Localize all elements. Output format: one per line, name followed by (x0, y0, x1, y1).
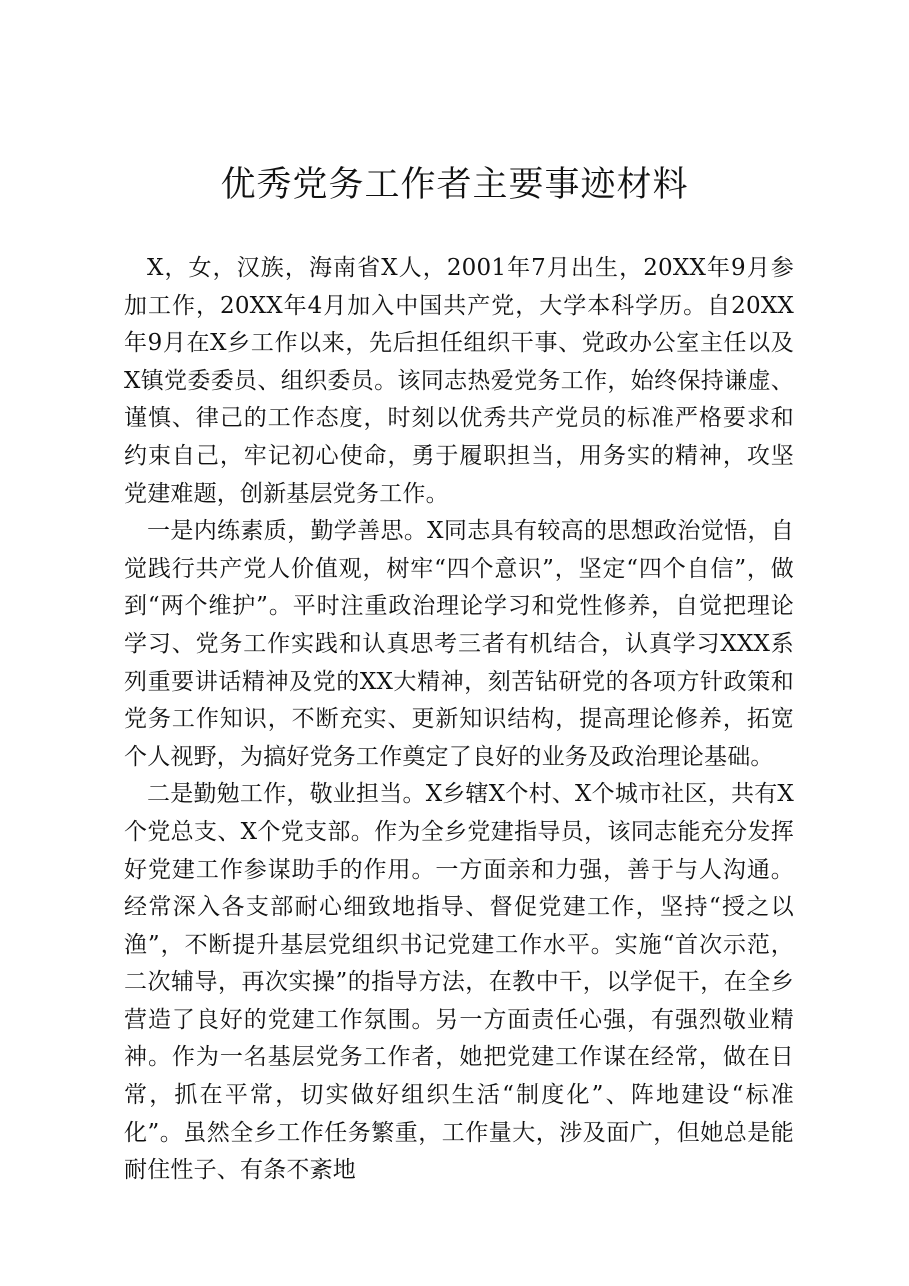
paragraph-work: 二是勤勉工作，敬业担当。X乡辖X个村、X个城市社区，共有X个党总支、X个党支部。作为全乡党建指导员，该同志能充分发挥好党建工作参谋助手的作用。一方面亲和力强，善于与人沟通。经常深入各支部耐心细致地指导、督促党建工作，坚持“授之以渔”，不断提升基层党组织书记党建工作水平。实施“首次示范，二次辅导，再次实操”的指导方法，在教中干，以学促干，在全乡营造了良好的党建工作氛围。另一方面责任心强，有强烈敬业精神。作为一名基层党务工作者，她把党建工作谋在经常，做在日常，抓在平常，切实做好组织生活“制度化”、阵地建设“标准化”。虽然全乡工作任务繁重，工作量大，涉及面广，但她总是能耐住性子、有条不紊地 (124, 781, 794, 1184)
paragraph-study: 一是内练素质，勤学善思。X同志具有较高的思想政治觉悟，自觉践行共产党人价值观，树牢“四个意识”，坚定“四个自信”，做到“两个维护”。平时注重政治理论学习和党性修养，自觉把理论学习、党务工作实践和认真思考三者有机结合，认真学习XXX系列重要讲话精神及党的XX大精神，刻苦钻研党的各项方针政策和党务工作知识，不断充实、更新知识结构，提高理论修养，拓宽个人视野，为搞好党务工作奠定了良好的业务及政治理论基础。 (124, 518, 794, 770)
paragraph-intro: X，女，汉族，海南省X人，2001年7月出生，20XX年9月参加工作，20XX年4月加入中国共产党，大学本科学历。自20XX年9月在X乡工作以来，先后担任组织干事、党政办公室主任以及X镇党委委员、组织委员。该同志热爱党务工作，始终保持谦虚、谨慎、律己的工作态度，时刻以优秀共产党员的标准严格要求和约束自己，牢记初心使命，勇于履职担当，用务实的精神，攻坚党建难题，创新基层党务工作。 (124, 255, 794, 507)
document-title: 优秀党务工作者主要事迹材料 (220, 165, 689, 205)
document-body (124, 250, 794, 1190)
